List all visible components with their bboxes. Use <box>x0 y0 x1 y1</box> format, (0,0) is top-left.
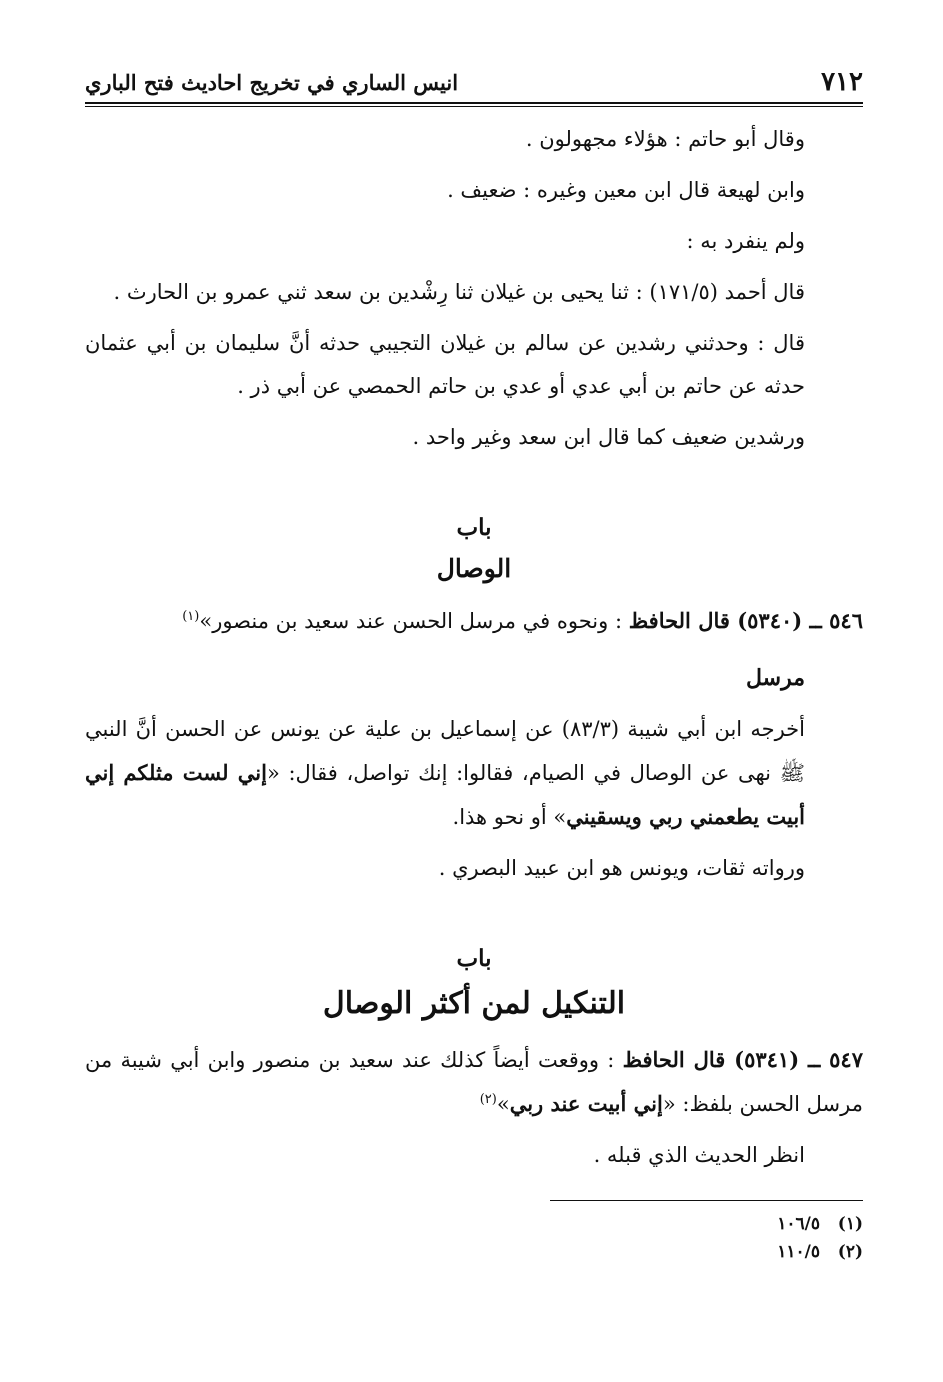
footnotes <box>85 1210 863 1266</box>
hadith-text: إني أبيت عند ربي <box>509 1091 663 1116</box>
chapter-title: الوصال <box>436 554 512 583</box>
footnote-1 <box>85 1210 863 1238</box>
paragraph-ibn-lahia: وابن لهيعة قال ابن معين وغيره : ضعيف . <box>447 178 805 202</box>
paragraph-rishdin-weak: ورشدين ضعيف كما قال ابن سعد وغير واحد . <box>412 425 805 449</box>
header-rule <box>85 102 863 107</box>
running-header <box>85 62 863 102</box>
see-previous-paragraph: انظر الحديث الذي قبله . <box>593 1143 805 1167</box>
narrators-paragraph: ورواته ثقات، ويونس هو ابن عبيد البصري . <box>438 856 805 880</box>
book-title: انيس الساري في تخريج احاديث فتح الباري <box>85 69 459 95</box>
paragraph-ahmad-chain: قال أحمد (١٧١/٥) : ثنا يحيى بن غيلان ثنا رِشْدين بن سعد ثني عمرو بن الحارث . <box>113 280 805 304</box>
takhrij-paragraph <box>85 708 863 839</box>
main-text <box>85 118 863 1177</box>
footnote-mark: (٢) <box>837 1242 863 1262</box>
entry-number: ٥٤٧ ــ (٥٣٤١) قال الحافظ <box>622 1047 863 1072</box>
footnote-text: ١١٠/٥ <box>777 1242 820 1262</box>
hadith-text: إني لست مثلكم إني أبيت يطعمني ربي ويسقيني <box>85 760 805 829</box>
hadith-end: » <box>496 1092 510 1116</box>
page-number: ٧١٢ <box>821 67 863 97</box>
footnote-2 <box>85 1238 863 1266</box>
footnote-ref[interactable]: (٢) <box>479 1092 497 1107</box>
grading-label: مرسل <box>745 665 805 691</box>
footnote-ref[interactable]: (١) <box>182 609 200 624</box>
chapter-title: التنكيل لمن أكثر الوصال <box>322 986 626 1021</box>
takhrij-text: أخرجه ابن أبي شيبة (٨٣/٣) عن إسماعيل بن علية عن يونس عن الحسن أنَّ النبي ﷺ نهى عن الوصال في الصيام، فقالوا: إنك تواصل، فقال: « <box>85 717 805 785</box>
entry-547 <box>85 1038 863 1126</box>
chapter-word: باب <box>456 945 492 972</box>
chapter-word: باب <box>456 514 492 541</box>
takhrij-end: » أو نحو هذا. <box>452 805 567 829</box>
entry-546 <box>85 599 863 643</box>
paragraph-not-alone: ولم ينفرد به : <box>686 229 805 253</box>
entry-text: : ووقعت أيضاً كذلك عند سعيد بن منصور وابن أبي شيبة من مرسل الحسن بلفظ: « <box>85 1048 863 1116</box>
entry-number: ٥٤٦ ــ (٥٣٤٠) قال الحافظ <box>628 608 863 633</box>
entry-text: : ونحوه في مرسل الحسن عند سعيد بن منصور» <box>199 609 623 633</box>
footnote-rule <box>550 1200 863 1201</box>
footnote-mark: (١) <box>837 1214 863 1234</box>
footnote-text: ١٠٦/٥ <box>777 1214 820 1234</box>
paragraph-rishdin-chain: قال : وحدثني رشدين عن سالم بن غيلان التجيبي حدثه أنَّ سليمان بن أبي عثمان حدثه عن حاتم بن أبي عدي أو عدي بن حاتم الحمصي عن أبي ذر . <box>85 331 805 398</box>
paragraph-abu-hatim: وقال أبو حاتم : هؤلاء مجهولون . <box>525 127 805 151</box>
